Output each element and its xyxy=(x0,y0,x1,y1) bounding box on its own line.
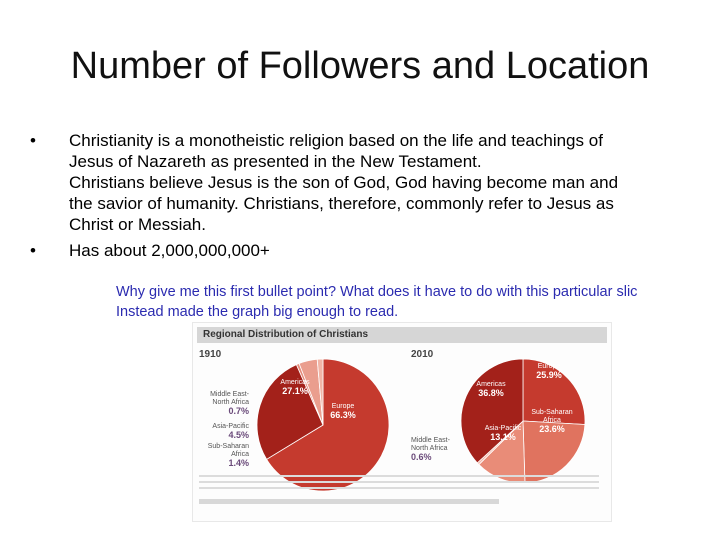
slice-label-asia-2010 xyxy=(483,425,523,441)
slice-name: Asia-Pacific xyxy=(484,425,522,432)
slice-label-mena-2010 xyxy=(411,437,467,461)
slice-value: 25.9% xyxy=(536,370,562,380)
slice-label-europe-2010 xyxy=(529,363,569,379)
slice-name: Sub-Saharan Africa xyxy=(207,443,249,458)
slice-value: 13.1% xyxy=(490,432,516,442)
bullet-marker: • xyxy=(30,241,36,260)
credit-line-blurred xyxy=(199,499,499,504)
slice-name: Europe xyxy=(537,363,561,370)
slice-value: 1.4% xyxy=(228,458,249,468)
slice-name: Asia-Pacific xyxy=(212,423,249,430)
bullet-line: Jesus of Nazareth as presented in the New Testament. xyxy=(69,152,482,171)
reviewer-comment xyxy=(116,282,720,322)
slice-label-americas-1910 xyxy=(275,379,315,395)
chart-title: Regional Distribution of Christians xyxy=(197,327,607,343)
slice-label-ssa-2010 xyxy=(527,409,577,433)
slice-label-ssa-1910 xyxy=(195,443,249,467)
slice-name: Americas xyxy=(476,381,506,388)
bullet-item-followers xyxy=(30,240,670,261)
bullet-line: Has about 2,000,000,000+ xyxy=(69,241,270,260)
slice-label-mena-1910 xyxy=(195,391,249,415)
year-label-1910: 1910 xyxy=(199,349,222,360)
comment-line: Why give me this first bullet point? What does it have to do with this particular slic xyxy=(116,284,638,300)
bullet-line: the savior of humanity. Christians, therefore, commonly refer to Jesus as xyxy=(69,194,614,213)
source-note-blurred xyxy=(199,475,599,489)
bullet-line: Christ or Messiah. xyxy=(69,215,206,234)
slice-name: Sub-Saharan Africa xyxy=(531,409,573,424)
slice-value: 0.7% xyxy=(228,406,249,416)
bullet-list xyxy=(30,130,670,266)
slice-value: 66.3% xyxy=(330,410,356,420)
comment-line: Instead made the graph big enough to read. xyxy=(116,304,399,320)
year-label-2010: 2010 xyxy=(411,349,434,360)
slice-label-asia-1910 xyxy=(195,423,249,439)
bullet-line: Christianity is a monotheistic religion based on the life and teachings of xyxy=(69,131,603,150)
slice-name: Middle East-North Africa xyxy=(210,391,249,406)
slice-name: Americas xyxy=(280,379,310,386)
slice-value: 36.8% xyxy=(478,388,504,398)
bullet-line: Christians believe Jesus is the son of God, God having become man and xyxy=(69,173,619,192)
bullet-marker: • xyxy=(30,131,36,150)
slice-label-europe-1910 xyxy=(323,403,363,419)
pie-chart-image xyxy=(192,322,612,522)
slide-title: Number of Followers and Location xyxy=(70,45,650,87)
slice-value: 4.5% xyxy=(228,430,249,440)
slice-name: Middle East-North Africa xyxy=(411,437,450,452)
slice-value: 0.6% xyxy=(411,452,432,462)
slice-value: 27.1% xyxy=(282,386,308,396)
slice-value: 23.6% xyxy=(539,424,565,434)
slice-label-americas-2010 xyxy=(469,381,513,397)
bullet-item-description xyxy=(30,130,670,235)
slice-name: Europe xyxy=(331,403,355,410)
